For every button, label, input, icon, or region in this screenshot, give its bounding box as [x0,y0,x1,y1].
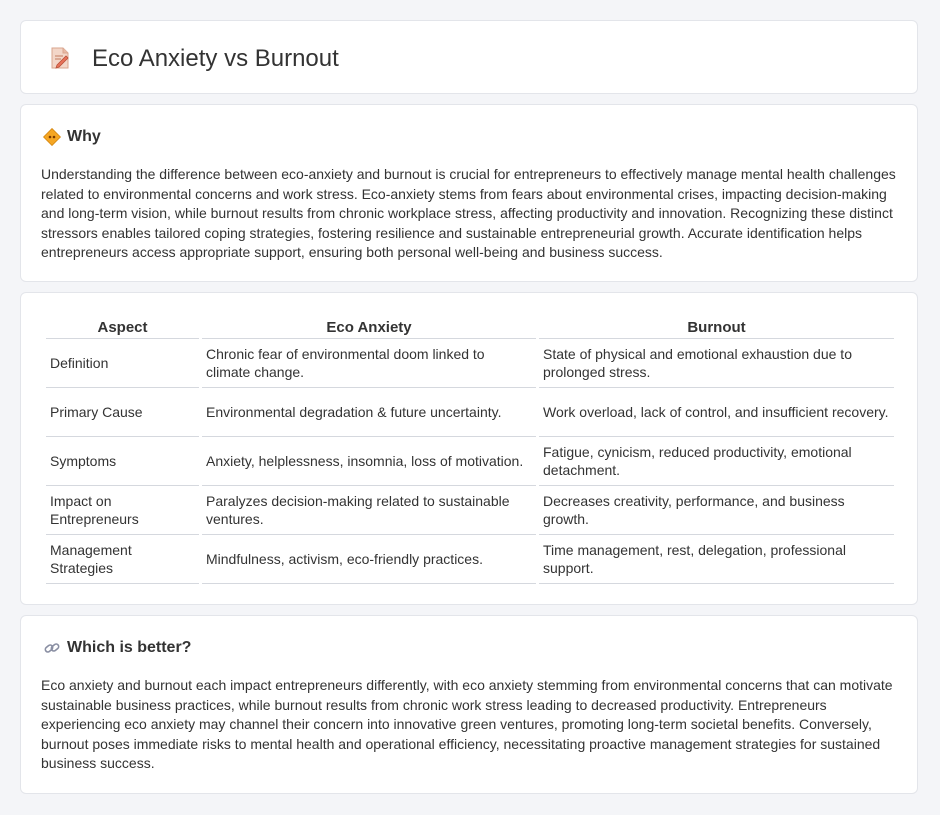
which-is-better-section [20,615,918,794]
cell-eco-anxiety: Paralyzes decision-making related to sustainable ventures. [202,486,536,535]
comparison-card [20,292,918,605]
header-card [20,20,918,94]
cell-burnout: Decreases creativity, performance, and business growth. [539,486,894,535]
cell-aspect: Symptoms [46,437,199,486]
cell-eco-anxiety: Chronic fear of environmental doom linked to climate change. [202,339,536,388]
table-row [46,486,894,535]
cell-burnout: Time management, rest, delegation, professional support. [539,535,894,584]
table-row [46,388,894,437]
cell-aspect: Management Strategies [46,535,199,584]
better-text: Eco anxiety and burnout each impact entrepreneurs differently, with eco anxiety stemming from environmental concerns that can motivate sustainable business practices, while burnout results from chronic work stress leading to decreased productivity. Entrepreneurs experiencing eco anxiety may channel their concern into innovative green ventures, promoting long-term societal benefits. Conversely, burnout poses immediate risks to mental health and operational efficiency, necessitating proactive management strategies for sustained business success. [41,677,893,771]
link-icon [43,639,61,657]
diamond-sign-icon [43,128,61,146]
cell-aspect: Definition [46,339,199,388]
cell-burnout: Fatigue, cynicism, reduced productivity, emotional detachment. [539,437,894,486]
cell-aspect: Impact on Entrepreneurs [46,486,199,535]
comparison-table [43,315,897,584]
why-title: Why [67,128,101,145]
page-title: Eco Anxiety vs Burnout [92,45,339,72]
better-title: Which is better? [67,639,192,656]
header-eco-anxiety: Eco Anxiety [202,315,536,339]
header-aspect: Aspect [46,315,199,339]
table-row [46,339,894,388]
cell-eco-anxiety: Mindfulness, activism, eco-friendly practices. [202,535,536,584]
why-text: Understanding the difference between eco-anxiety and burnout is crucial for entrepreneurs to effectively manage mental health challenges related to environmental concerns and work stress. Eco-anxiety stems from fears about environmental crises, impacting decision-making and long-term vision, while burnout results from chronic workplace stress, affecting productivity and innovation. Recognizing these distinct stressors enables tailored coping strategies, fostering resilience and sustainable entrepreneurial growth. Accurate identification helps entrepreneurs access appropriate support, ensuring both personal well-being and business success. [41,166,896,260]
document-pencil-icon [48,46,72,70]
why-section [20,104,918,282]
cell-burnout: State of physical and emotional exhaustion due to prolonged stress. [539,339,894,388]
table-row [46,535,894,584]
better-heading [43,638,191,658]
table-header-row [46,315,894,339]
cell-burnout: Work overload, lack of control, and insufficient recovery. [539,388,894,437]
why-heading [43,127,101,147]
table-row [46,437,894,486]
cell-eco-anxiety: Environmental degradation & future uncertainty. [202,388,536,437]
cell-aspect: Primary Cause [46,388,199,437]
header-burnout: Burnout [539,315,894,339]
cell-eco-anxiety: Anxiety, helplessness, insomnia, loss of motivation. [202,437,536,486]
